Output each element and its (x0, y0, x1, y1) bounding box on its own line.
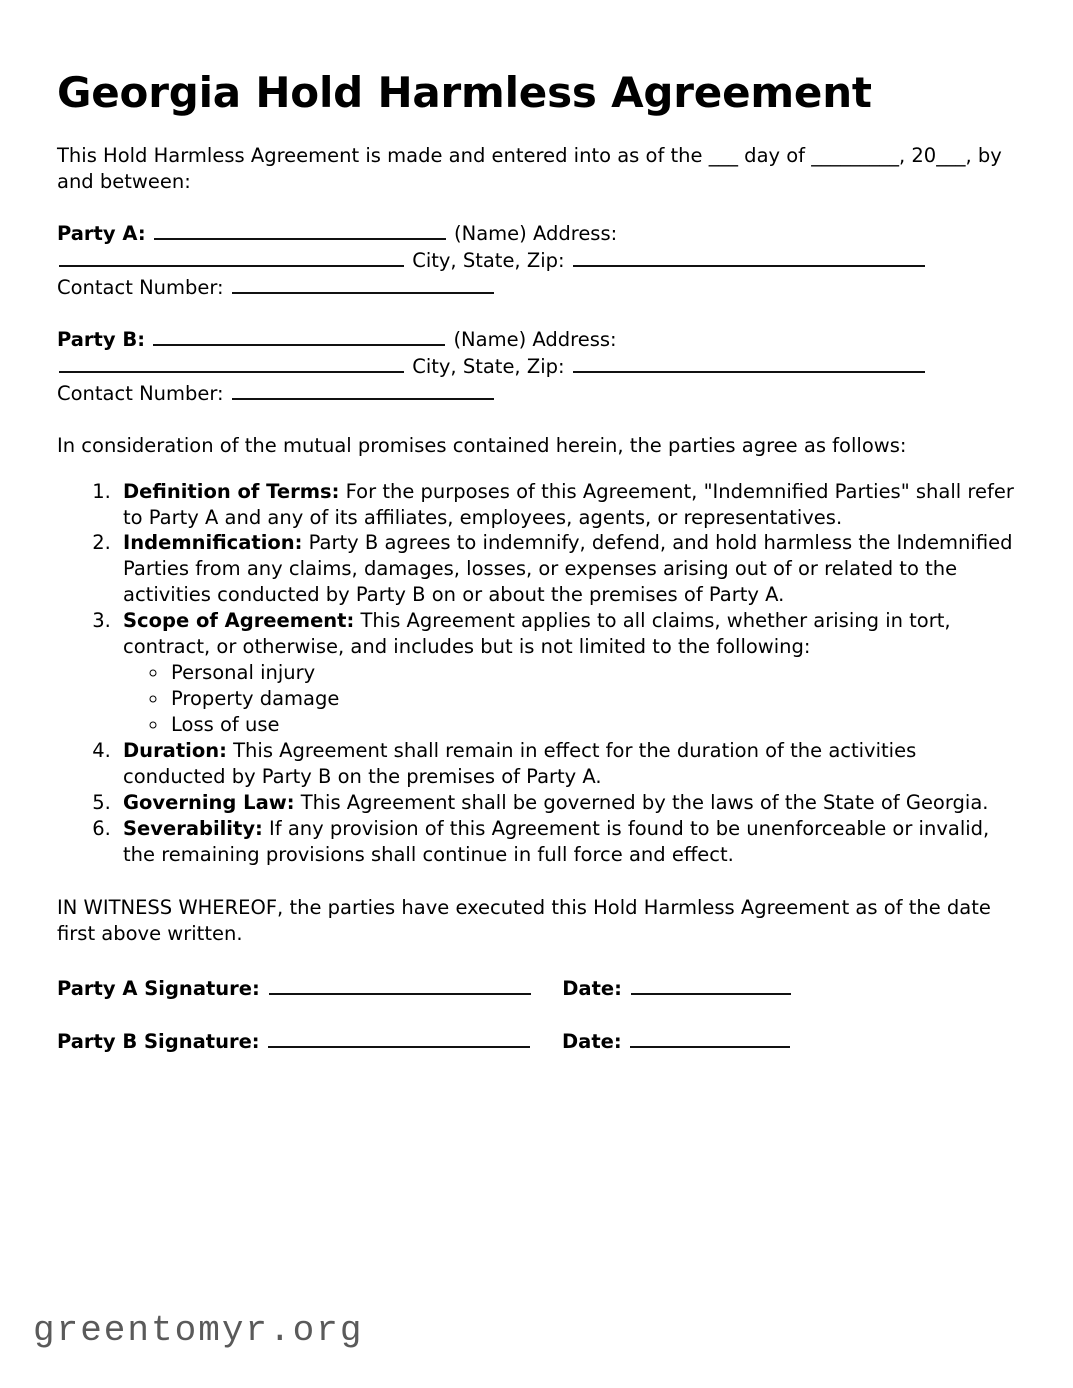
party-a-signature-blank[interactable] (269, 979, 531, 996)
footer-watermark: greentomyr.org (33, 1310, 364, 1351)
term-item (117, 608, 1016, 738)
scope-sub-item: ◦ Personal injury (169, 660, 1016, 686)
party-b-address-line (57, 354, 1016, 380)
terms-list (57, 479, 1016, 868)
party-a-city-label: City, State, Zip: (412, 249, 565, 273)
term-body: Party B agrees to indemnify, defend, and hold harmless the Indemnified Parties from any claims, damages, losses, or expenses arising out of or related to the activities conducted by Party B on or about the premises of Party A. (123, 531, 1013, 607)
scope-sub-list (123, 660, 1016, 738)
intro-text-before: This Hold Harmless Agreement is made and entered into as of the ___ day of (57, 144, 806, 168)
party-a-label: Party A: (57, 222, 146, 246)
party-b-signature-blank[interactable] (268, 1032, 530, 1049)
party-b-contact-line (57, 381, 1016, 407)
party-b-name-suffix: (Name) Address: (453, 327, 617, 351)
term-item (117, 479, 1016, 531)
party-a-date-label: Date: (562, 977, 622, 1001)
party-b-address-blank[interactable] (59, 356, 404, 373)
term-item (117, 790, 1016, 816)
party-a-address-line (57, 248, 1016, 274)
term-item (117, 530, 1016, 608)
intro-paragraph (57, 143, 1016, 195)
term-heading: Indemnification: (123, 531, 303, 555)
party-b-name-blank[interactable] (153, 329, 445, 346)
party-b-contact-blank[interactable] (232, 383, 494, 400)
intro-text-after: , 20___, by and between: (57, 144, 1002, 194)
party-b-block (57, 327, 1016, 407)
party-a-name-line (57, 221, 1016, 247)
party-a-contact-label: Contact Number: (57, 275, 224, 299)
term-heading: Governing Law: (123, 790, 295, 814)
term-body: This Agreement shall be governed by the laws of the State of Georgia. (300, 790, 989, 814)
term-item (117, 738, 1016, 790)
term-heading: Scope of Agreement: (123, 609, 355, 633)
party-a-address-blank[interactable] (59, 251, 404, 268)
party-a-date-blank[interactable] (631, 979, 791, 996)
party-a-city-blank[interactable] (573, 251, 925, 268)
party-b-signature-row (57, 1030, 1016, 1053)
scope-sub-item: ◦ Loss of use (169, 712, 1016, 738)
party-b-name-line (57, 327, 1016, 353)
party-b-label: Party B: (57, 327, 146, 351)
party-b-city-label: City, State, Zip: (412, 354, 565, 378)
party-a-contact-blank[interactable] (232, 277, 494, 294)
consideration-paragraph: In consideration of the mutual promises contained herein, the parties agree as follows: (57, 433, 907, 457)
party-a-name-blank[interactable] (154, 224, 446, 241)
term-body: This Agreement applies to all claims, whether arising in tort, contract, or otherwise, and includes but is not limited to the following: (123, 609, 951, 659)
party-a-signature-row (57, 977, 1016, 1000)
intro-month-blank: _________ (805, 144, 899, 168)
party-a-contact-line (57, 275, 1016, 301)
party-b-city-blank[interactable] (573, 356, 925, 373)
party-b-date-label: Date: (561, 1030, 622, 1054)
party-b-date-blank[interactable] (630, 1032, 790, 1049)
term-heading: Definition of Terms: (123, 479, 340, 503)
term-body: For the purposes of this Agreement, "Indemnified Parties" shall refer to Party A and any of its affiliates, employees, agents, or representatives. (123, 479, 1014, 529)
scope-sub-item: ◦ Property damage (169, 686, 1016, 712)
term-body: This Agreement shall remain in effect for the duration of the activities conducted by Party B on the premises of Party A. (123, 738, 917, 788)
witness-paragraph: IN WITNESS WHEREOF, the parties have executed this Hold Harmless Agreement as of the date first above written. (57, 896, 991, 946)
term-item (117, 816, 1016, 868)
term-heading: Severability: (123, 816, 263, 840)
party-a-signature-label: Party A Signature: (57, 977, 260, 1001)
term-heading: Duration: (123, 738, 227, 762)
party-a-block (57, 221, 1016, 301)
party-a-name-suffix: (Name) Address: (454, 222, 618, 246)
party-b-contact-label: Contact Number: (57, 381, 224, 405)
term-body: If any provision of this Agreement is found to be unenforceable or invalid, the remaining provisions shall continue in full force and effect. (123, 816, 990, 866)
page-title: Georgia Hold Harmless Agreement (57, 68, 872, 117)
party-b-signature-label: Party B Signature: (57, 1030, 260, 1054)
